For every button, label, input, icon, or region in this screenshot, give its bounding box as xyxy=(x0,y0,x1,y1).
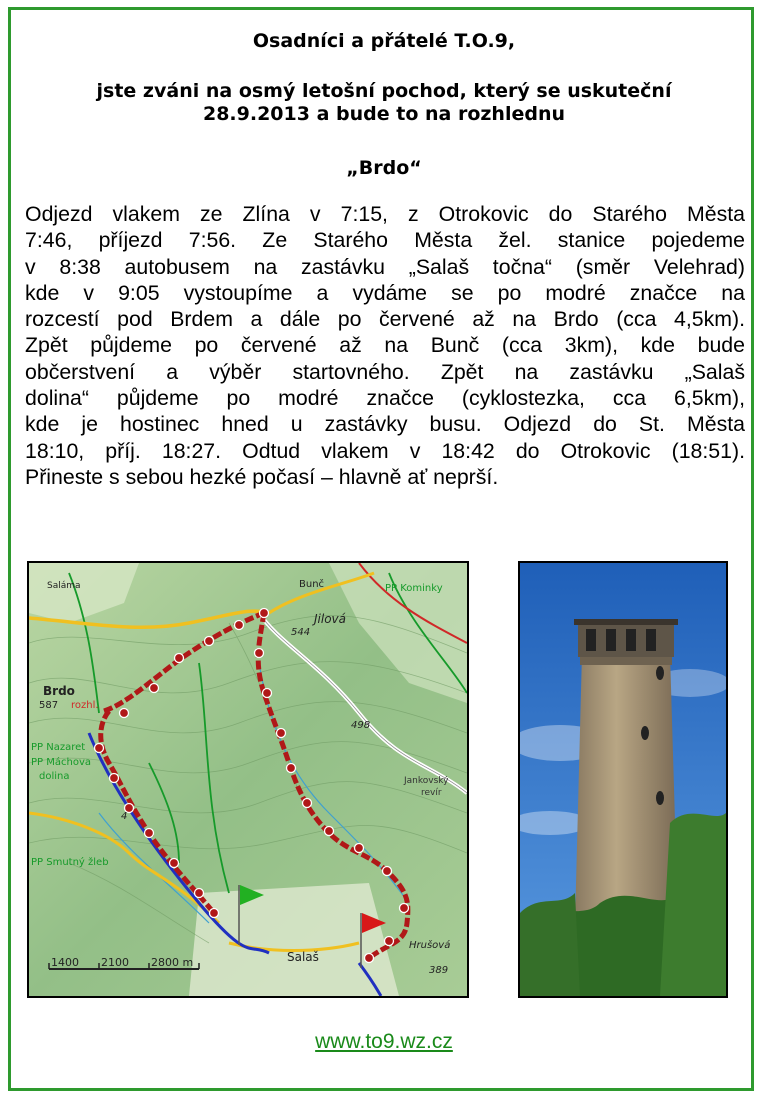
itinerary-text xyxy=(25,201,745,490)
map-label: dolina xyxy=(39,771,70,782)
map-label: rozhl. xyxy=(71,700,99,711)
map-label: 389 xyxy=(429,965,449,976)
map-label: Jilová xyxy=(314,612,347,626)
lookout-tower-image xyxy=(520,563,726,996)
map-label: 498 xyxy=(351,720,371,731)
map-label: Hrušová xyxy=(409,940,451,951)
map-label: Salaš xyxy=(287,950,319,964)
map-scale-bar xyxy=(49,956,199,969)
map-label: 587 xyxy=(39,700,59,711)
lookout-tower-photo xyxy=(518,561,728,998)
greeting-heading: Osadníci a přátelé T.O.9, xyxy=(252,30,516,52)
itinerary-line: v 8:38 autobusem na zastávku „Salaš točna“ (směr Velehrad) xyxy=(25,254,745,279)
map-label: 4 xyxy=(121,811,128,822)
invitation-line-1: jste zváni na osmý letošní pochod, který se uskuteční xyxy=(96,80,672,102)
invitation-line-2: 28.9.2013 a bude to na rozhlednu xyxy=(202,103,566,125)
itinerary-line: rozcestí pod Brdem a dále po červené až na Brdo (cca 4,5km). xyxy=(25,307,745,332)
itinerary-line: kde v 9:05 vystoupíme a vydáme se po modré značce na xyxy=(25,280,745,305)
itinerary-line: Zpět půjdeme po červené až na Bunč (cca 3km), kde bude xyxy=(25,333,745,358)
map-label: Jankovský xyxy=(404,776,449,786)
destination-heading: „Brdo“ xyxy=(346,157,422,179)
map-label: PP Nazaret xyxy=(31,742,86,753)
itinerary-line: Přineste s sebou hezké počasí – hlavně ať neprší. xyxy=(25,464,499,489)
route-map-graphic xyxy=(29,563,467,996)
itinerary-line: občerstvení a výběr startovného. Zpět na zastávku „Salaš xyxy=(25,359,745,384)
scale-label: 2800 m xyxy=(151,956,194,969)
map-label: 544 xyxy=(291,627,311,638)
map-label: PP Máchova xyxy=(31,757,91,768)
itinerary-line: dolina“ půjdeme po modré značce (cyklostezka, cca 6,5km), xyxy=(25,386,745,411)
itinerary-line: 7:46, příjezd 7:56. Ze Starého Města žel. stanice pojedeme xyxy=(25,228,745,253)
itinerary-line: kde je hostinec hned u zastávky busu. Odjezd do St. Města xyxy=(25,412,745,437)
map-label: PP Smutný žleb xyxy=(31,857,109,868)
map-label: Salámа xyxy=(47,581,81,591)
map-label: revír xyxy=(421,788,442,798)
itinerary-line: 18:10, příj. 18:27. Odtud vlakem v 18:42 do Otrokovic (18:51). xyxy=(25,438,745,463)
website-link[interactable]: www.to9.wz.cz xyxy=(315,1030,453,1053)
map-label: Bunč xyxy=(299,579,325,590)
map-label: Brdo xyxy=(43,684,75,698)
route-map xyxy=(27,561,469,998)
invitation-heading xyxy=(0,80,768,126)
scale-label: 2100 xyxy=(101,956,129,969)
scale-label: 1400 xyxy=(51,956,79,969)
map-label: PP Kominky xyxy=(385,583,443,594)
itinerary-line: Odjezd vlakem ze Zlína v 7:15, z Otrokovic do Starého Města xyxy=(25,202,745,226)
